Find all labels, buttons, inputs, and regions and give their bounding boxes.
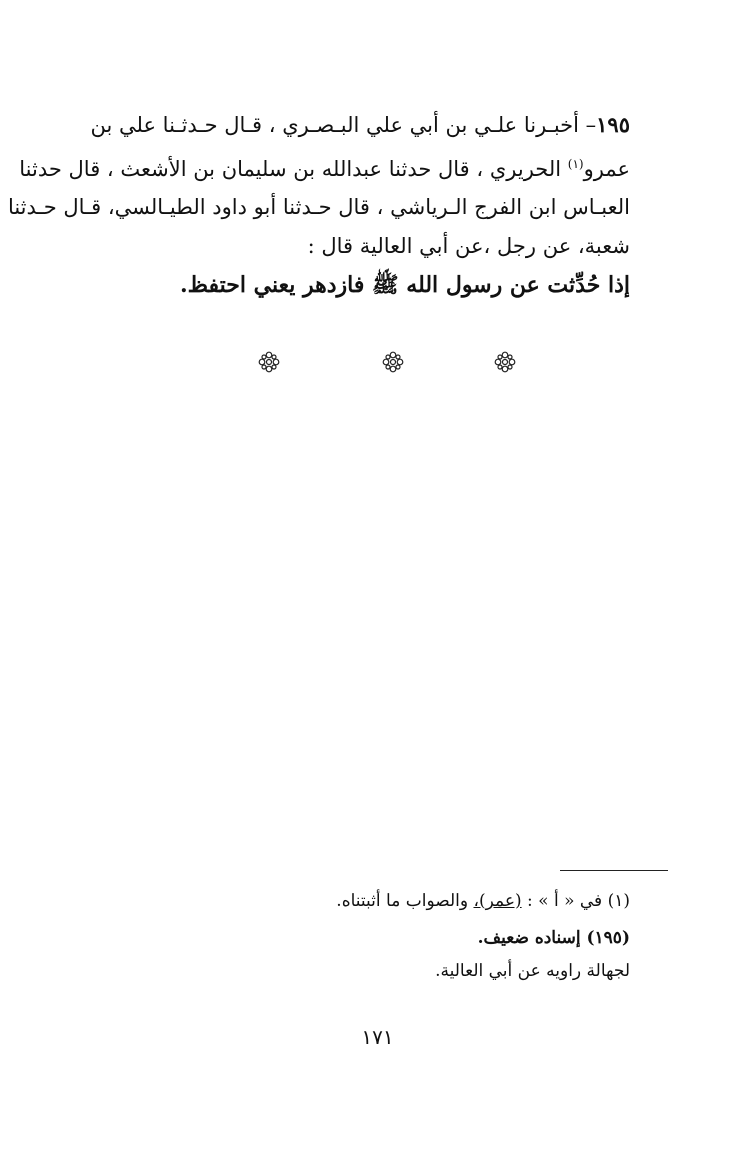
flower-ornament-icon	[493, 350, 517, 374]
hadith-number: ١٩٥	[596, 112, 630, 137]
footnote-1-suffix: والصواب ما أثبتناه.	[336, 891, 469, 911]
hadith-line-2-text: الحريري ، قال حدثنا عبدالله بن سليمان بن الأشعث ، قال حدثنا	[19, 157, 562, 181]
flower-ornament-icon	[257, 350, 281, 374]
footnote-1-prefix: (١) في « أ » :	[527, 891, 630, 911]
hadith-matn: إذا حُدِّثت عن رسول الله ﷺ فازدهر يعني احتفظ.	[179, 272, 630, 298]
hadith-line-1	[90, 110, 630, 140]
grading-reason: لجهالة راويه عن أبي العالية.	[435, 961, 630, 981]
page-number: ١٧١	[361, 1025, 394, 1049]
footnote-1	[336, 889, 630, 913]
hadith-text-block	[7, 100, 630, 320]
footnotes-block	[300, 885, 630, 995]
hadith-line-1-text: – أخبـرنا علـي بن أبي علي البـصـري ، قـال حـدثـنا علي بن	[90, 113, 597, 137]
hadith-line-2	[19, 149, 630, 184]
flower-ornament-icon	[381, 350, 405, 374]
footnote-ref: (١)	[567, 157, 584, 171]
hadith-grading: (١٩٥) إسناده ضعيف.	[477, 928, 630, 948]
footnote-separator	[560, 870, 668, 871]
hadith-line-3: العبـاس ابن الفرج الـرياشي ، قال حـدثنا أبو داود الطيـالسي، قـال حـدثنا	[7, 195, 630, 219]
footnote-1-variant: (عمر)،	[473, 891, 522, 911]
hadith-line-2-start: عمرو	[583, 157, 630, 181]
section-divider-ornaments	[0, 350, 755, 380]
hadith-line-4: شعبة، عن رجل ،عن أبي العالية قال :	[307, 234, 630, 258]
